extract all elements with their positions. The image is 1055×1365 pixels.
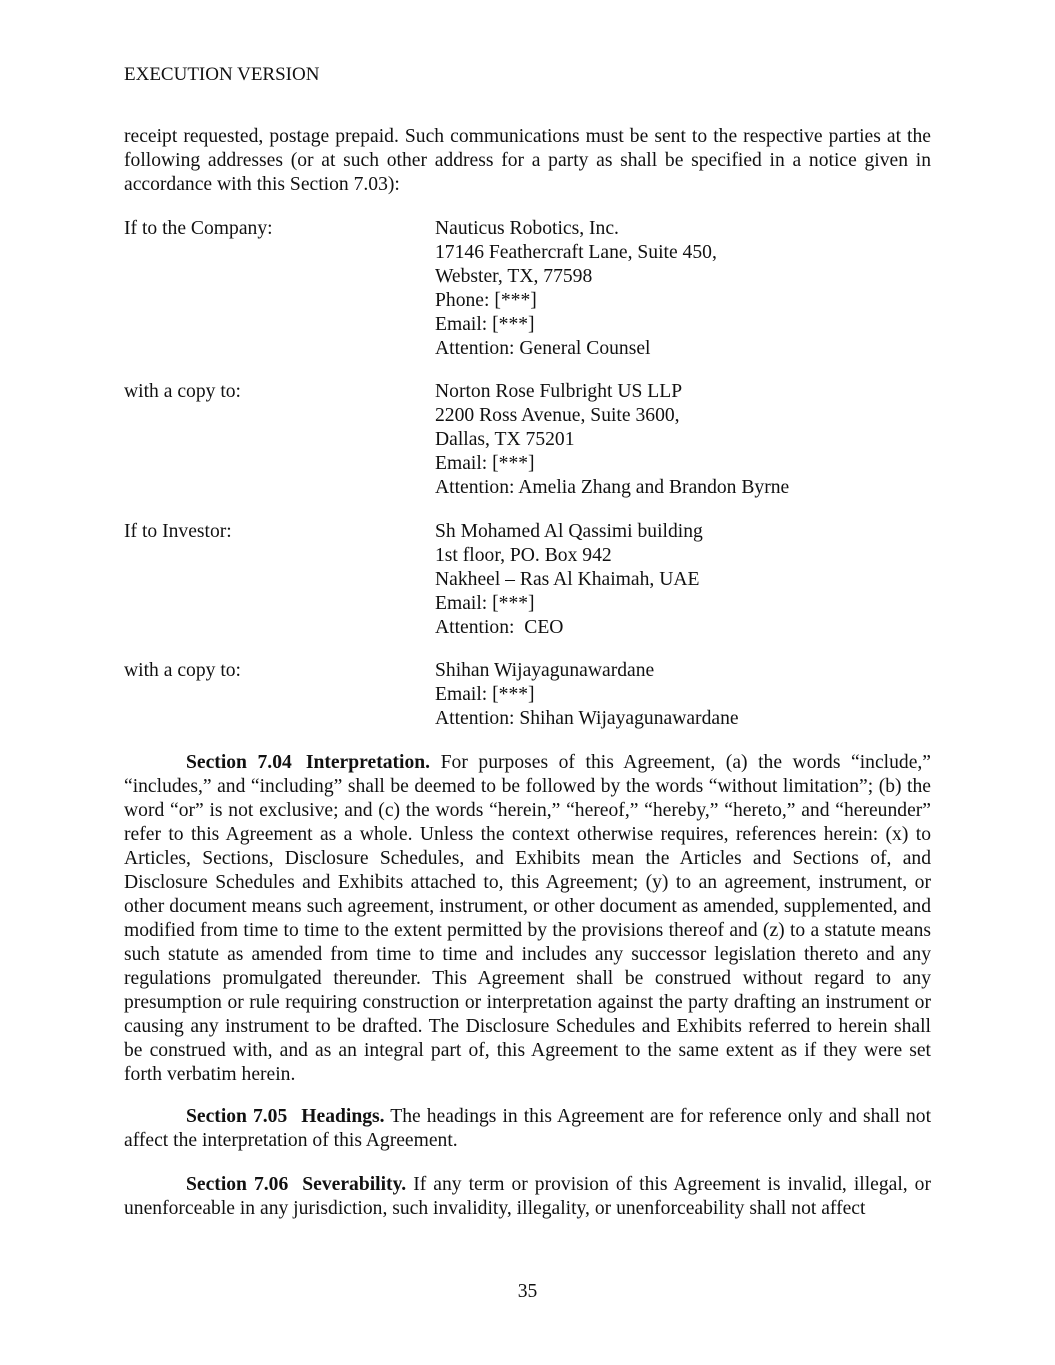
- address-lines: [435, 659, 739, 731]
- address-line: Attention: General Counsel: [435, 338, 651, 359]
- address-lines: [435, 380, 789, 500]
- section-body: The headings in this Agreement are for reference only and shall not affect the interpretation of this Agreement.: [124, 1106, 932, 1151]
- address-line: Sh Mohamed Al Qassimi building: [435, 521, 703, 542]
- address-lines: [435, 520, 703, 640]
- address-label: with a copy to:: [124, 381, 241, 402]
- intro-paragraph: receipt requested, postage prepaid. Such communications must be sent to the respective parties at the following addresses (or at such other address for a party as shall be specified in a notice given in accordance with this Section 7.03):: [124, 126, 931, 195]
- page-number: 35: [517, 1281, 538, 1302]
- address-line: 17146 Feathercraft Lane, Suite 450,: [435, 242, 717, 263]
- address-line: Nauticus Robotics, Inc.: [435, 218, 619, 239]
- address-label: with a copy to:: [124, 660, 241, 681]
- address-line: Phone: [***]: [435, 290, 537, 311]
- address-line: Shihan Wijayagunawardane: [435, 660, 655, 681]
- address-label: If to the Company:: [124, 218, 273, 239]
- address-line: Nakheel – Ras Al Khaimah, UAE: [435, 569, 700, 590]
- address-line: Attention: Amelia Zhang and Brandon Byrne: [435, 477, 790, 498]
- section-title: Interpretation.: [305, 752, 431, 773]
- execution-version-header: EXECUTION VERSION: [124, 64, 320, 85]
- section-body: If any term or provision of this Agreement is invalid, illegal, or unenforceable in any jurisdiction, such invalidity, illegality, or unenforceability shall not affect: [124, 1174, 932, 1219]
- address-line: Email: [***]: [435, 684, 535, 705]
- address-line: Attention: Shihan Wijayagunawardane: [435, 708, 739, 729]
- address-label: If to Investor:: [124, 521, 232, 542]
- section-body: For purposes of this Agreement, (a) the words “include,” “includes,” and “including” shall be deemed to be followed by the words “without limitation”; (b) the word “or” is not exclusive; and (c) the words “herein,” “hereof,” “hereby,” “hereto,” and “hereunder” refer to this Agreement as a whole. Unless the context otherwise requires, references herein: (x) to Articles, Sections, Disclosure Schedules, and Exhibits mean the Articles and Sections of, and Disclosure Schedules and Exhibits attached to, this Agreement; (y) to an agreement, instrument, or other document means such agreement, instrument, or other document as amended, supplemented, and modified from time to time to the extent permitted by the provisions thereof and (z) to a statute means such statute as amended from time to time and includes any successor legislation thereto and any regulations promulgated thereunder. This Agreement shall be construed without regard to any presumption or rule requiring construction or interpretation against the party drafting an instrument or causing any instrument to be drafted. The Disclosure Schedules and Exhibits referred to herein shall be construed with, and as an integral part of, this Agreement to the same extent as if they were set forth verbatim herein.: [124, 752, 932, 1085]
- address-lines: [435, 217, 717, 361]
- section-number: Section 7.04: [186, 752, 292, 773]
- section-title: Severability.: [302, 1174, 407, 1195]
- section-7-06-severability: [124, 1173, 931, 1221]
- section-number: Section 7.06: [186, 1174, 289, 1195]
- address-line: Attention: CEO: [435, 617, 564, 638]
- section-number: Section 7.05: [186, 1106, 288, 1127]
- address-line: Email: [***]: [435, 593, 535, 614]
- section-7-04-interpretation: [124, 751, 931, 1087]
- address-line: 1st floor, PO. Box 942: [435, 545, 612, 566]
- address-line: Webster, TX, 77598: [435, 266, 593, 287]
- address-line: Norton Rose Fulbright US LLP: [435, 381, 683, 402]
- section-7-05-headings: [124, 1105, 931, 1153]
- address-line: Email: [***]: [435, 314, 535, 335]
- section-title: Headings.: [301, 1106, 385, 1127]
- address-line: Email: [***]: [435, 453, 535, 474]
- address-line: Dallas, TX 75201: [435, 429, 575, 450]
- address-line: 2200 Ross Avenue, Suite 3600,: [435, 405, 680, 426]
